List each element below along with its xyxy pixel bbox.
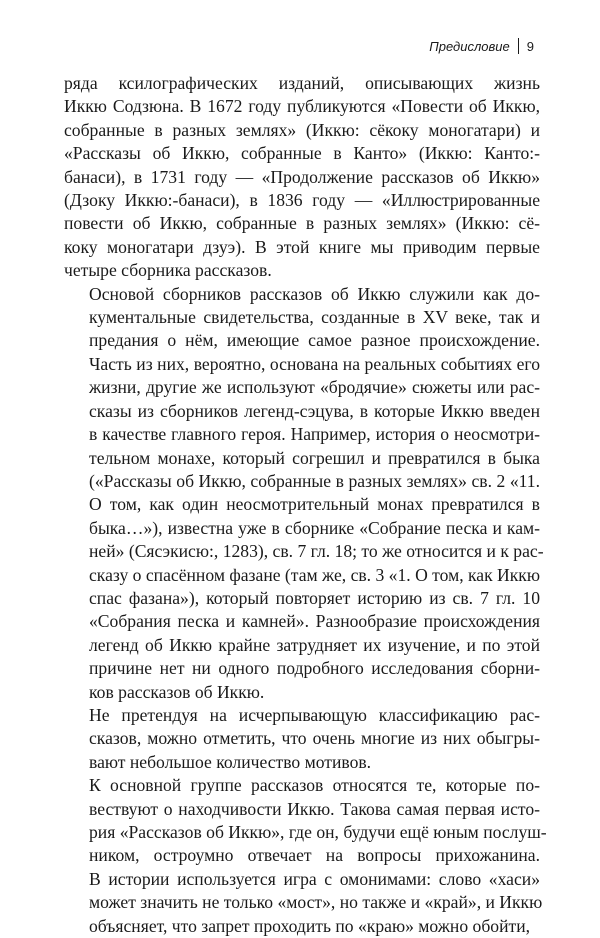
paragraph [64,774,547,938]
paragraph [64,283,544,704]
running-header [429,38,534,54]
text-line: собранные в разных землях» (Иккю: сёкоку моногатари) и [64,119,540,140]
text-line: предания о нём, имеющие самое разное происхождение. [89,330,540,351]
text-line: Не претендуя на исчерпывающую классификацию рас- [89,704,540,725]
text-line: жизни, другие же используют «бродячие» сюжеты или рас- [89,377,540,398]
text-line: может значить не только «мост», но также и «край», и Иккю [89,892,543,913]
body-text [64,72,547,938]
text-line: К основной группе рассказов относятся те, которые по- [89,775,540,796]
running-title: Предисловие [429,38,510,54]
text-line: повести об Иккю, собранные в разных землях» (Иккю: сё- [64,213,540,234]
text-line: В истории используется игра с омонимами: слово «хаси» [89,868,540,889]
text-line: Часть из них, вероятно, основана на реальных событиях его [89,353,540,374]
text-line: сказу о спасённом фазане (там же, св. 3 «1. О том, как Иккю [89,564,541,585]
text-line: («Рассказы об Иккю, собранные в разных землях» св. 2 «11. [89,470,540,491]
text-line: рия «Рассказов об Иккю», где он, будучи ещё юным послуш- [89,822,547,842]
text-line: «Рассказы об Иккю, собранные в Канто» (Иккю: Канто:- [64,143,540,164]
paragraph [64,704,540,774]
text-line: быка…»), известна уже в сборнике «Собрание песка и кам- [89,517,540,538]
text-line: коку моногатари дзуэ). В этой книге мы приводим первые [64,236,540,257]
text-line: ником, остроумно отвечает на вопросы прихожанина. [89,845,540,866]
header-divider [518,38,519,54]
text-line: сказов, можно отметить, что очень многие из них обыгры- [89,728,540,749]
text-line: «Собрания песка и камней». Разнообразие происхождения [89,611,540,632]
text-line: ней» (Сясэкисю:, 1283), св. 7 гл. 18; то же относится и к рас- [89,541,544,562]
text-line: ков рассказов об Иккю. [89,681,265,702]
text-line: ряда ксилографических изданий, описывающих жизнь [64,73,540,93]
text-line: (Дзоку Иккю:-банаси), в 1836 году — «Иллюстрированные [64,190,540,211]
text-line: в качестве главного героя. Например, история о неосмотри- [89,424,540,445]
text-line: О том, как один неосмотрительный монах превратился в [89,494,540,515]
text-line: кументальные свидетельства, созданные в XV веке, так и [89,307,540,328]
text-line: причине нет ни одного подробного исследования сборни- [89,658,540,679]
paragraph [64,72,540,283]
page-number: 9 [526,38,534,54]
text-line: вают небольшое количество мотивов. [89,751,372,772]
text-line: сказы из сборников легенд-сэцува, в которые Иккю введен [89,400,540,421]
text-line: спас фазана»), который повторяет историю из св. 7 гл. 10 [89,587,540,608]
text-line: тельном монахе, который согрешил и превратился в быка [89,447,540,468]
text-line: легенд об Иккю крайне затрудняет их изучение, и по этой [89,634,540,655]
text-line: Иккю Содзюна. В 1672 году публикуются «Повести об Иккю, [64,96,540,117]
text-line: объясняет, что запрет проходить по «краю» можно обойти, [89,915,531,936]
text-line: Основой сборников рассказов об Иккю служили как до- [89,283,540,304]
text-line: вествуют о находчивости Иккю. Такова самая первая исто- [89,798,540,819]
text-line: четыре сборника рассказов. [64,260,272,281]
text-line: банаси), в 1731 году — «Продолжение рассказов об Иккю» [64,166,540,187]
